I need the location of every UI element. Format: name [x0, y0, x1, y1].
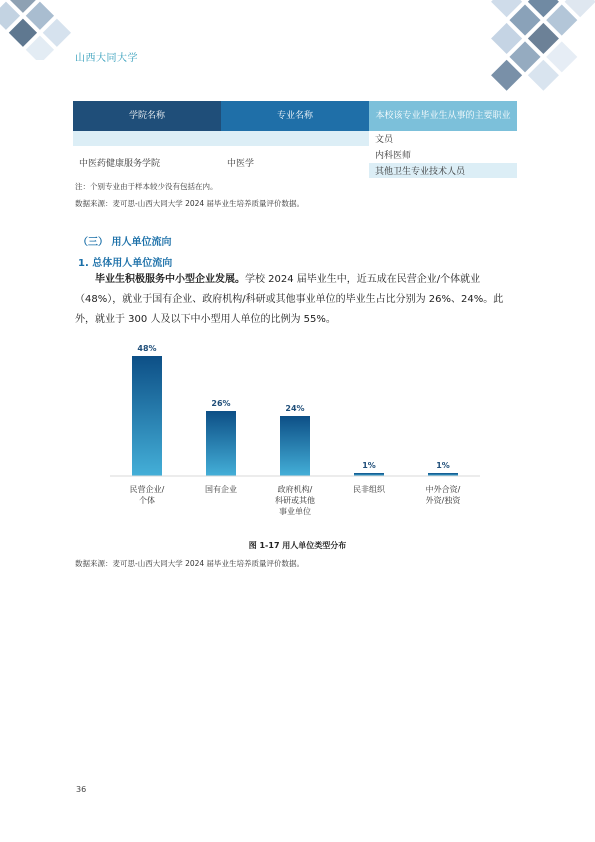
table-header-college: 学院名称	[73, 101, 221, 131]
page-number: 36	[76, 785, 87, 794]
bar-2	[280, 416, 310, 476]
category-label-2: 政府机构/科研或其他事业单位	[275, 485, 315, 516]
data-label-0: 48%	[137, 344, 157, 353]
table-cell-occupation: 内科医师	[369, 147, 517, 163]
table-row	[73, 131, 517, 147]
employer-type-bar-chart	[100, 336, 500, 526]
paragraph-text: 学校 2024 届毕业生中，近五成在民营企业/个体就业（48%），就业于国有企业、政府机构/科研或其他事业单位的毕业生占比分别为 26%、24%。此外，就业于 300 人及以下中小型用人单位的比例为 55%。	[75, 274, 504, 325]
section-heading: （三） 用人单位流向	[78, 237, 172, 248]
figure-caption: 图 1-17 用人单位类型分布	[248, 541, 347, 550]
paragraph-lead: 毕业生积极服务中小型企业发展。	[95, 274, 245, 285]
data-label-3: 1%	[362, 461, 376, 470]
header-decoration-right	[395, 0, 595, 110]
bar-1	[206, 411, 236, 476]
major-occupation-table	[73, 101, 517, 179]
table-row	[73, 147, 517, 163]
table-cell-empty	[73, 131, 221, 147]
data-label-4: 1%	[436, 461, 450, 470]
data-source-note: 数据来源：麦可思-山西大同大学 2024 届毕业生培养质量评价数据。	[75, 199, 305, 208]
data-label-1: 26%	[211, 399, 231, 408]
table-header-occupation: 本校该专业毕业生从事的主要职业	[369, 101, 517, 131]
data-label-2: 24%	[285, 404, 305, 413]
category-label-3: 民非组织	[353, 485, 385, 494]
sub-heading: 1. 总体用人单位流向	[78, 258, 173, 269]
category-label-1: 国有企业	[205, 485, 237, 494]
bar-0	[132, 356, 162, 476]
table-cell-occupation: 其他卫生专业技术人员	[369, 163, 517, 179]
table-cell-empty	[221, 131, 369, 147]
data-source-note-2: 数据来源：麦可思-山西大同大学 2024 届毕业生培养质量评价数据。	[75, 559, 305, 568]
table-cell-major: 中医学	[221, 147, 369, 179]
university-name: 山西大同大学	[75, 53, 138, 64]
table-cell-occupation: 文员	[369, 131, 517, 147]
category-label-4: 中外合资/外资/独资	[425, 485, 461, 505]
table-cell-college: 中医药健康服务学院	[73, 147, 221, 179]
table-note: 注：个别专业由于样本较少没有包括在内。	[75, 182, 218, 191]
table-header-major: 专业名称	[221, 101, 369, 131]
category-label-0: 民营企业/个体	[129, 485, 165, 505]
body-paragraph	[75, 270, 520, 330]
